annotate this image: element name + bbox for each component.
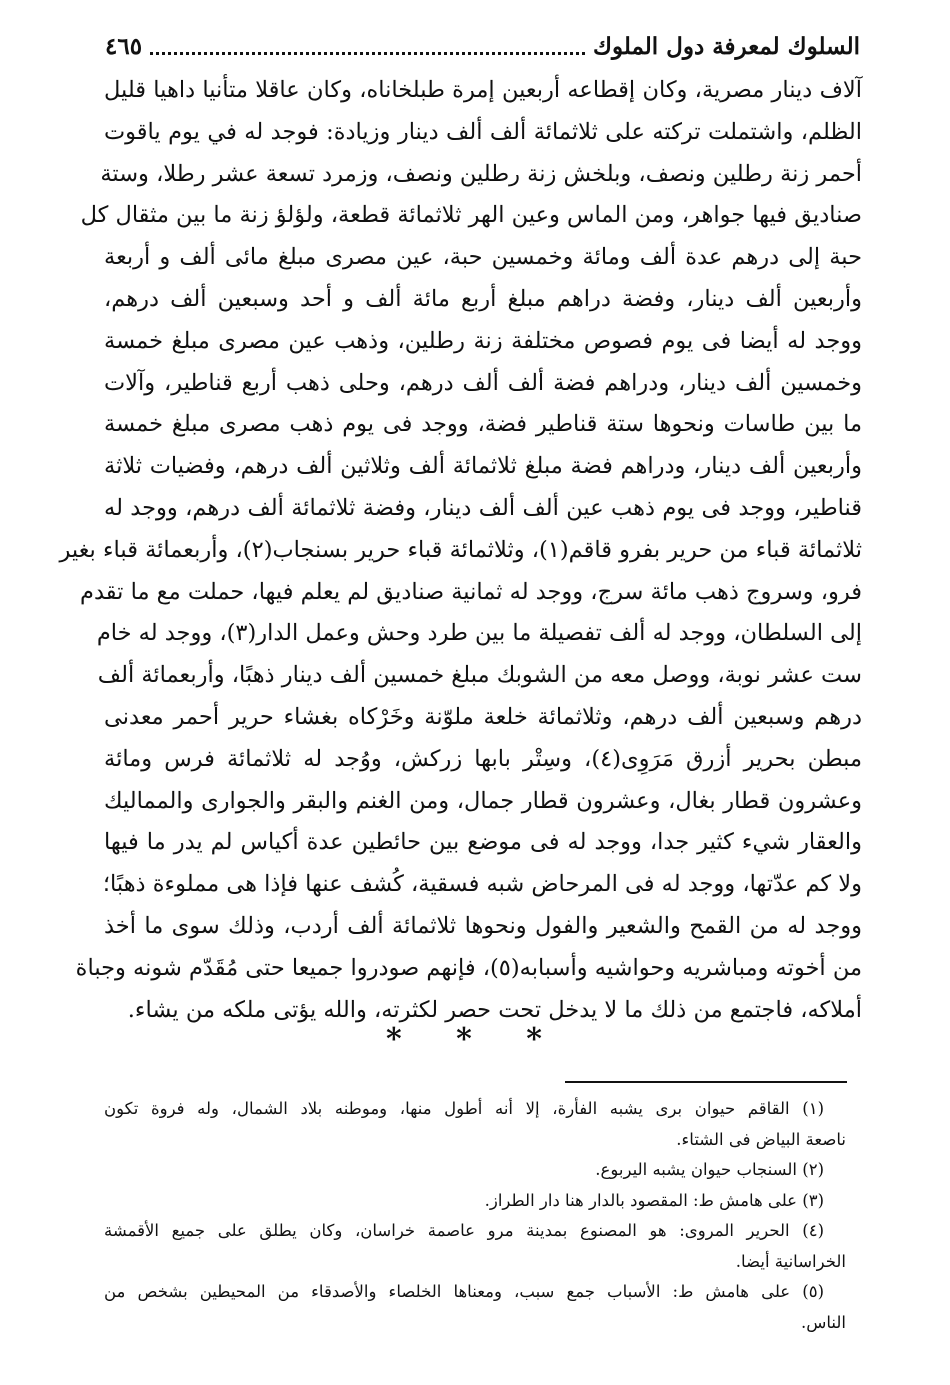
footnote-text: (١) القاقم حيوان برى يشبه الفأرة، إلا أنه أطول منها، وموطنه بلاد الشمال، وله فروة تكون [104,1099,824,1118]
body-line: درهم وسبعين ألف درهم، وثلاثمائة خلعة ملوّنة وخَرْكاه بغشاء حرير أحمر معدنى [104,703,862,730]
body-line: أملاكه، فاجتمع من ذلك ما لا يدخل تحت حصر لكثرته، والله يؤتى ملكه من يشاء. [127,996,862,1023]
footnote-rule [565,1081,847,1083]
section-separator: * * * [386,1022,564,1057]
book-title: السلوك لمعرفة دول الملوك [592,32,860,60]
body-text [59,70,863,1031]
body-line: قناطير، ووجد فى يوم ذهب عين ألف ألف دينار، وفضة ثلاثمائة ألف درهم، ووجد له [104,494,862,521]
body-line: ولا كم عدّتها، ووجد له فى المرحاض شبه فسقية، كُشف عنها فإذا هى مملوءة ذهبًا؛ [102,871,862,898]
body-line: وأربعين ألف دينار، ودراهم فضة مبلغ ثلاثمائة ألف وثلاثين ألف درهم، وفضيات ثلاثة [104,453,862,480]
body-line: فرو، وسروج ذهب مائة سرج، ووجد له ثمانية صناديق لم يعلم فيها، حملت مع ما تقدم [80,578,862,605]
footnote [104,1094,846,1155]
body-line: حبة إلى درهم عدة ألف ومائة وخمسين حبة، عين مصرى مبلغ مائى ألف و أربعة [104,244,862,271]
footnote [104,1216,846,1277]
body-line: آلاف دينار مصرية، وكان إقطاعه أربعين إمرة طبلخاناه، وكان عاقلا متأنيا داهيا قليل [104,77,862,103]
footnote [104,1277,846,1338]
footnote-continuation: الخراسانية أيضا. [735,1251,846,1271]
body-line: من أخوته ومباشريه وحواشيه وأسبابه(٥)، فإنهم صودروا جميعا حتى مُقَدّم شونه وجباة [75,954,862,981]
body-line: أحمر زنة رطلين ونصف، وبلخش زنة رطلين ونصف، وزمرد تسعة عشر رطلا، وستة [100,160,862,187]
footnotes [104,1094,846,1338]
body-line: صناديق فيها جواهر، ومن الماس وعين الهر ثلاثمائة قطعة، ولؤلؤ زنة ما بين مثقال كل [80,202,862,229]
body-line: ما بين طاسات ونحوها ستة قناطير فضة، ووجد فى يوم ذهب مصرى مبلغ خمسة [104,411,862,438]
body-line: وعشرون قطار بغال، وعشرون قطار جمال، ومن الغنم والبقر والجوارى والمماليك [104,787,862,814]
body-line: ست عشر نوبة، ووصل معه من الشوبك مبلغ خمسين ألف دينار ذهبًا، وأربعمائة ألف [97,662,862,689]
body-line: ثلاثمائة قباء من حرير بفرو قاقم(١)، وثلاثمائة قباء حرير بسنجاب(٢)، وأربعمائة قباء بغير [59,536,862,563]
footnote-continuation: ناصعة البياض فى الشتاء. [676,1129,846,1149]
footnote-text: (٢) السنجاب حيوان يشبه اليربوع. [595,1160,824,1179]
body-line: وأربعين ألف دينار، وفضة دراهم مبلغ أربع مائة ألف و أحد وسبعين ألف درهم، [104,285,862,312]
body-line: مبطن بحرير أزرق مَرَوِى(٤)، وسِتْر بابها زركش، ووُجد له ثلاثمائة فرس ومائة [104,745,863,772]
page-number: ٤٦٥ [105,32,143,60]
footnote-continuation: الناس. [800,1312,846,1332]
body-line: ووجد له من القمح والشعير والفول ونحوها ثلاثمائة ألف أردب، وذلك سوى ما أخذ [104,912,862,939]
leader-dots [150,38,585,55]
body-line: الظلم، واشتملت تركته على ثلاثمائة ألف ألف دينار وزيادة: فوجد له في يوم ياقوت [104,118,862,145]
footnote-text: (٥) على هامش ط: الأسباب جمع سبب، ومعناها الخلصاء والأصدقاء من المحيطين بشخص من [104,1282,824,1301]
body-line: وخمسين ألف دينار، ودراهم فضة ألف ألف درهم، وحلى ذهب أربع قناطير، وآلات [104,369,862,396]
running-header [105,28,860,64]
footnote [104,1186,846,1217]
body-line: ووجد له أيضا فى يوم فصوص مختلفة زنة رطلين، وذهب عين مصرى مبلغ خمسة [104,327,862,354]
body-line: والعقار شيء كثير جدا، ووجد له فى موضع بين حائطين عدة أكياس لم يدر ما فيها [104,829,862,856]
footnote-text: (٤) الحرير المروى: هو المصنوع بمدينة مرو عاصمة خراسان، وكان يطلق على جميع الأقمشة [104,1221,824,1240]
body-line: إلى السلطان، ووجد له ألف تفصيلة ما بين طرد وحش وعمل الدار(٣)، ووجد له خام [96,620,862,647]
footnote [104,1155,846,1186]
footnote-text: (٣) على هامش ط: المقصود بالدار هنا دار الطراز. [484,1190,824,1210]
